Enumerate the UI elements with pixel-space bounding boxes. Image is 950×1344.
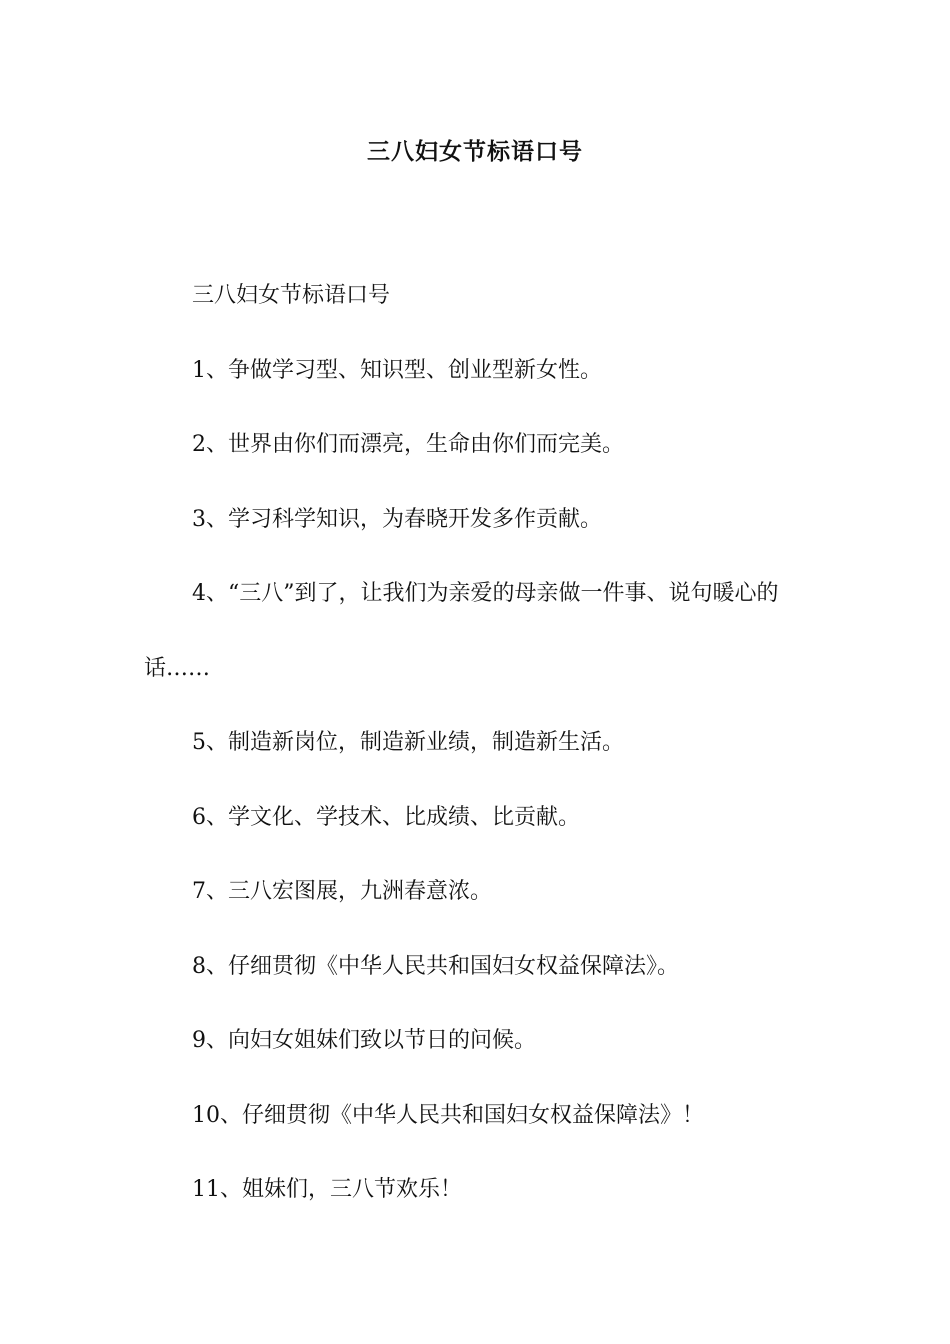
slogan-item-2: 2、世界由你们而漂亮，生命由你们而完美。 [192,432,624,457]
slogan-item-1: 1、争做学习型、知识型、创业型新女性。 [192,357,602,383]
slogan-item-11: 11、姐妹们，三八节欢乐！ [192,1177,462,1202]
slogan-item-10: 10、仔细贯彻《中华人民共和国妇女权益保障法》！ [192,1102,704,1128]
slogan-item-6: 6、学文化、学技术、比成绩、比贡献。 [192,804,580,830]
document-title: 三八妇女节标语口号 [367,138,583,165]
slogan-item-8: 8、仔细贯彻《中华人民共和国妇女权益保障法》。 [192,953,679,979]
slogan-item-5: 5、制造新岗位，制造新业绩，制造新生活。 [192,730,624,755]
slogan-item-4: 4、“三八”到了，让我们为亲爱的母亲做一件事、说句暖心的话…… [144,581,779,681]
paragraph-subtitle: 三八妇女节标语口号 [192,283,391,308]
document-body [144,259,812,1228]
slogan-item-3: 3、学习科学知识，为春晓开发多作贡献。 [192,506,602,532]
slogan-item-9: 9、向妇女姐妹们致以节日的问候。 [192,1028,536,1053]
slogan-item-7: 7、三八宏图展，九洲春意浓。 [192,879,492,904]
